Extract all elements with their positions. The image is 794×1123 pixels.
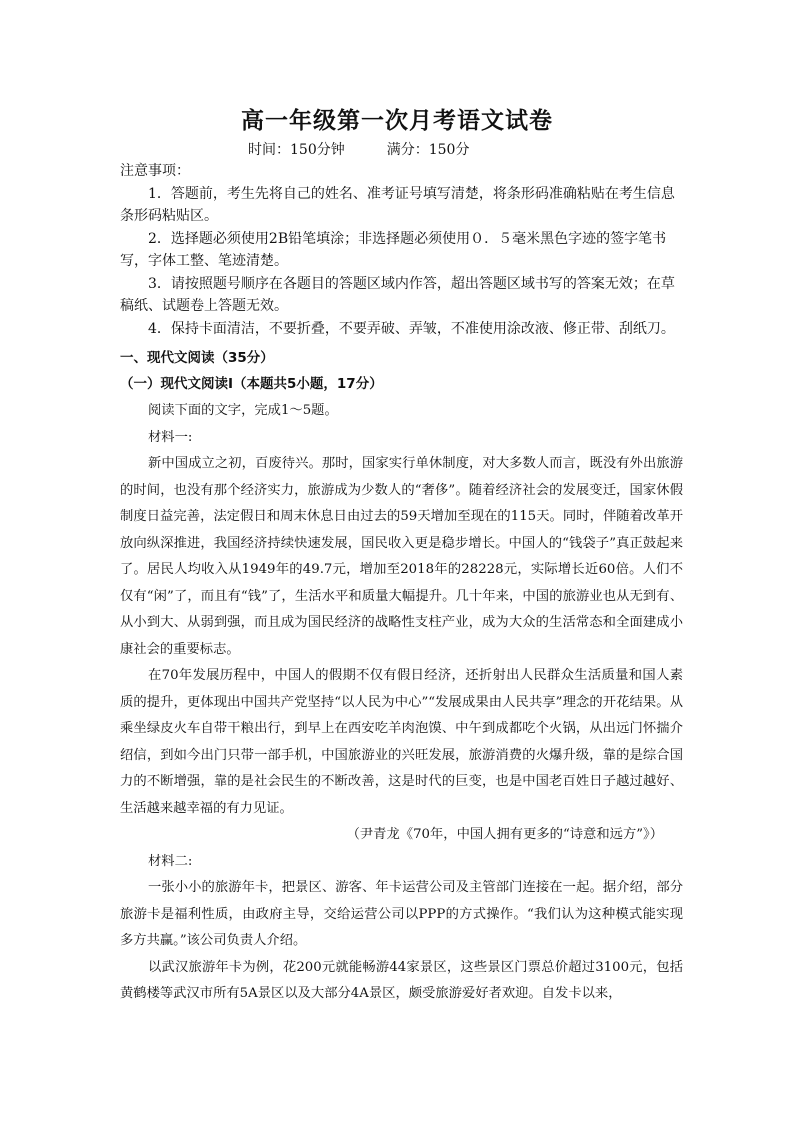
exam-time: 时间：150分钟 (248, 142, 345, 158)
note-item: 2．选择题必须使用2B铅笔填涂；非选择题必须使用０．５毫米黑色字迹的签字笔书写，字体工整、笔迹清楚。 (120, 230, 667, 269)
note-item: 4．保持卡面清洁，不要折叠，不要弄破、弄皱，不准使用涂改液、修正带、刮纸刀。 (148, 320, 675, 337)
material-paragraph: 一张小小的旅游年卡，把景区、游客、年卡运营公司及主管部门连接在一起。据介绍，部分旅游卡是福利性质，由政府主导，交给运营公司以PPP的方式操作。“我们认为这种模式能实现多方共赢。”该公司负责人介绍。 (120, 880, 683, 948)
material-source: （尹青龙《70年，中国人拥有更多的“诗意和远方”》） (346, 827, 663, 842)
exam-score: 满分：150分 (386, 142, 470, 158)
exam-meta (248, 139, 469, 159)
note-item: 1．答题前，考生先将自己的姓名、准考证号填写清楚，将条形码准确粘贴在考生信息条形码粘贴区。 (120, 185, 675, 224)
subsection-heading: （一）现代文阅读Ⅰ（本题共5小题，17分） (120, 376, 383, 392)
material-label: 材料一: (148, 429, 193, 445)
reading-body (120, 398, 683, 1008)
material-paragraph: 新中国成立之初，百废待兴。那时，国家实行单休制度，对大多数人而言，既没有外出旅游的时间，也没有那个经济实力，旅游成为少数人的“奢侈”。随着经济社会的发展变迁，国家休假制度日益完善，法定假日和周末休息日由过去的59天增加至现在的115天。同时，伴随着改革开放向纵深推进，我国经济持续快速发展，国民收入更是稳步增长。中国人的“钱袋子”真正鼓起来了。居民人均收入从1949年的49.7元，增加至2018年的28228元，实际增长近60倍。人们不仅有“闲”了，而且有“钱”了，生活水平和质量大幅提升。几十年来，中国的旅游业也从无到有、从小到大、从弱到强，而且成为国民经济的战略性支柱产业，成为大众的生活常态和全面建成小康社会的重要标志。 (120, 456, 683, 657)
section-heading: 一、现代文阅读（35分） (120, 350, 274, 366)
notes-heading: 注意事项： (120, 163, 190, 179)
material-paragraph: 在70年发展历程中，中国人的假期不仅有假日经济，还折射出人民群众生活质量和国人素质的提升，更体现出中国共产党坚持“以人民为中心”“发展成果由人民共享”理念的开花结果。从乘坐绿皮火车自带干粮出行，到早上在西安吃羊肉泡馍、中午到成都吃个火锅，从出远门怀揣介绍信，到如今出门只带一部手机，中国旅游业的兴旺发展，旅游消费的火爆升级，靠的是综合国力的不断增强，靠的是社会民生的不断改善，这是时代的巨变，也是中国老百姓日子越过越好、生活越来越幸福的有力见证。 (120, 668, 683, 816)
exam-title: 高一年级第一次月考语文试卷 (241, 108, 553, 134)
reading-instruction: 阅读下面的文字，完成1～5题。 (148, 403, 338, 418)
material-label: 材料二: (148, 853, 193, 869)
material-paragraph: 以武汉旅游年卡为例，花200元就能畅游44家景区，这些景区门票总价超过3100元，包括黄鹤楼等武汉市所有5A景区以及大部分4A景区，颇受旅游爱好者欢迎。自发卡以来， (120, 959, 683, 1001)
notes-block (120, 160, 680, 340)
note-item: 3．请按照题号顺序在各题目的答题区域内作答，超出答题区域书写的答案无效；在草稿纸、试题卷上答题无效。 (120, 275, 675, 314)
